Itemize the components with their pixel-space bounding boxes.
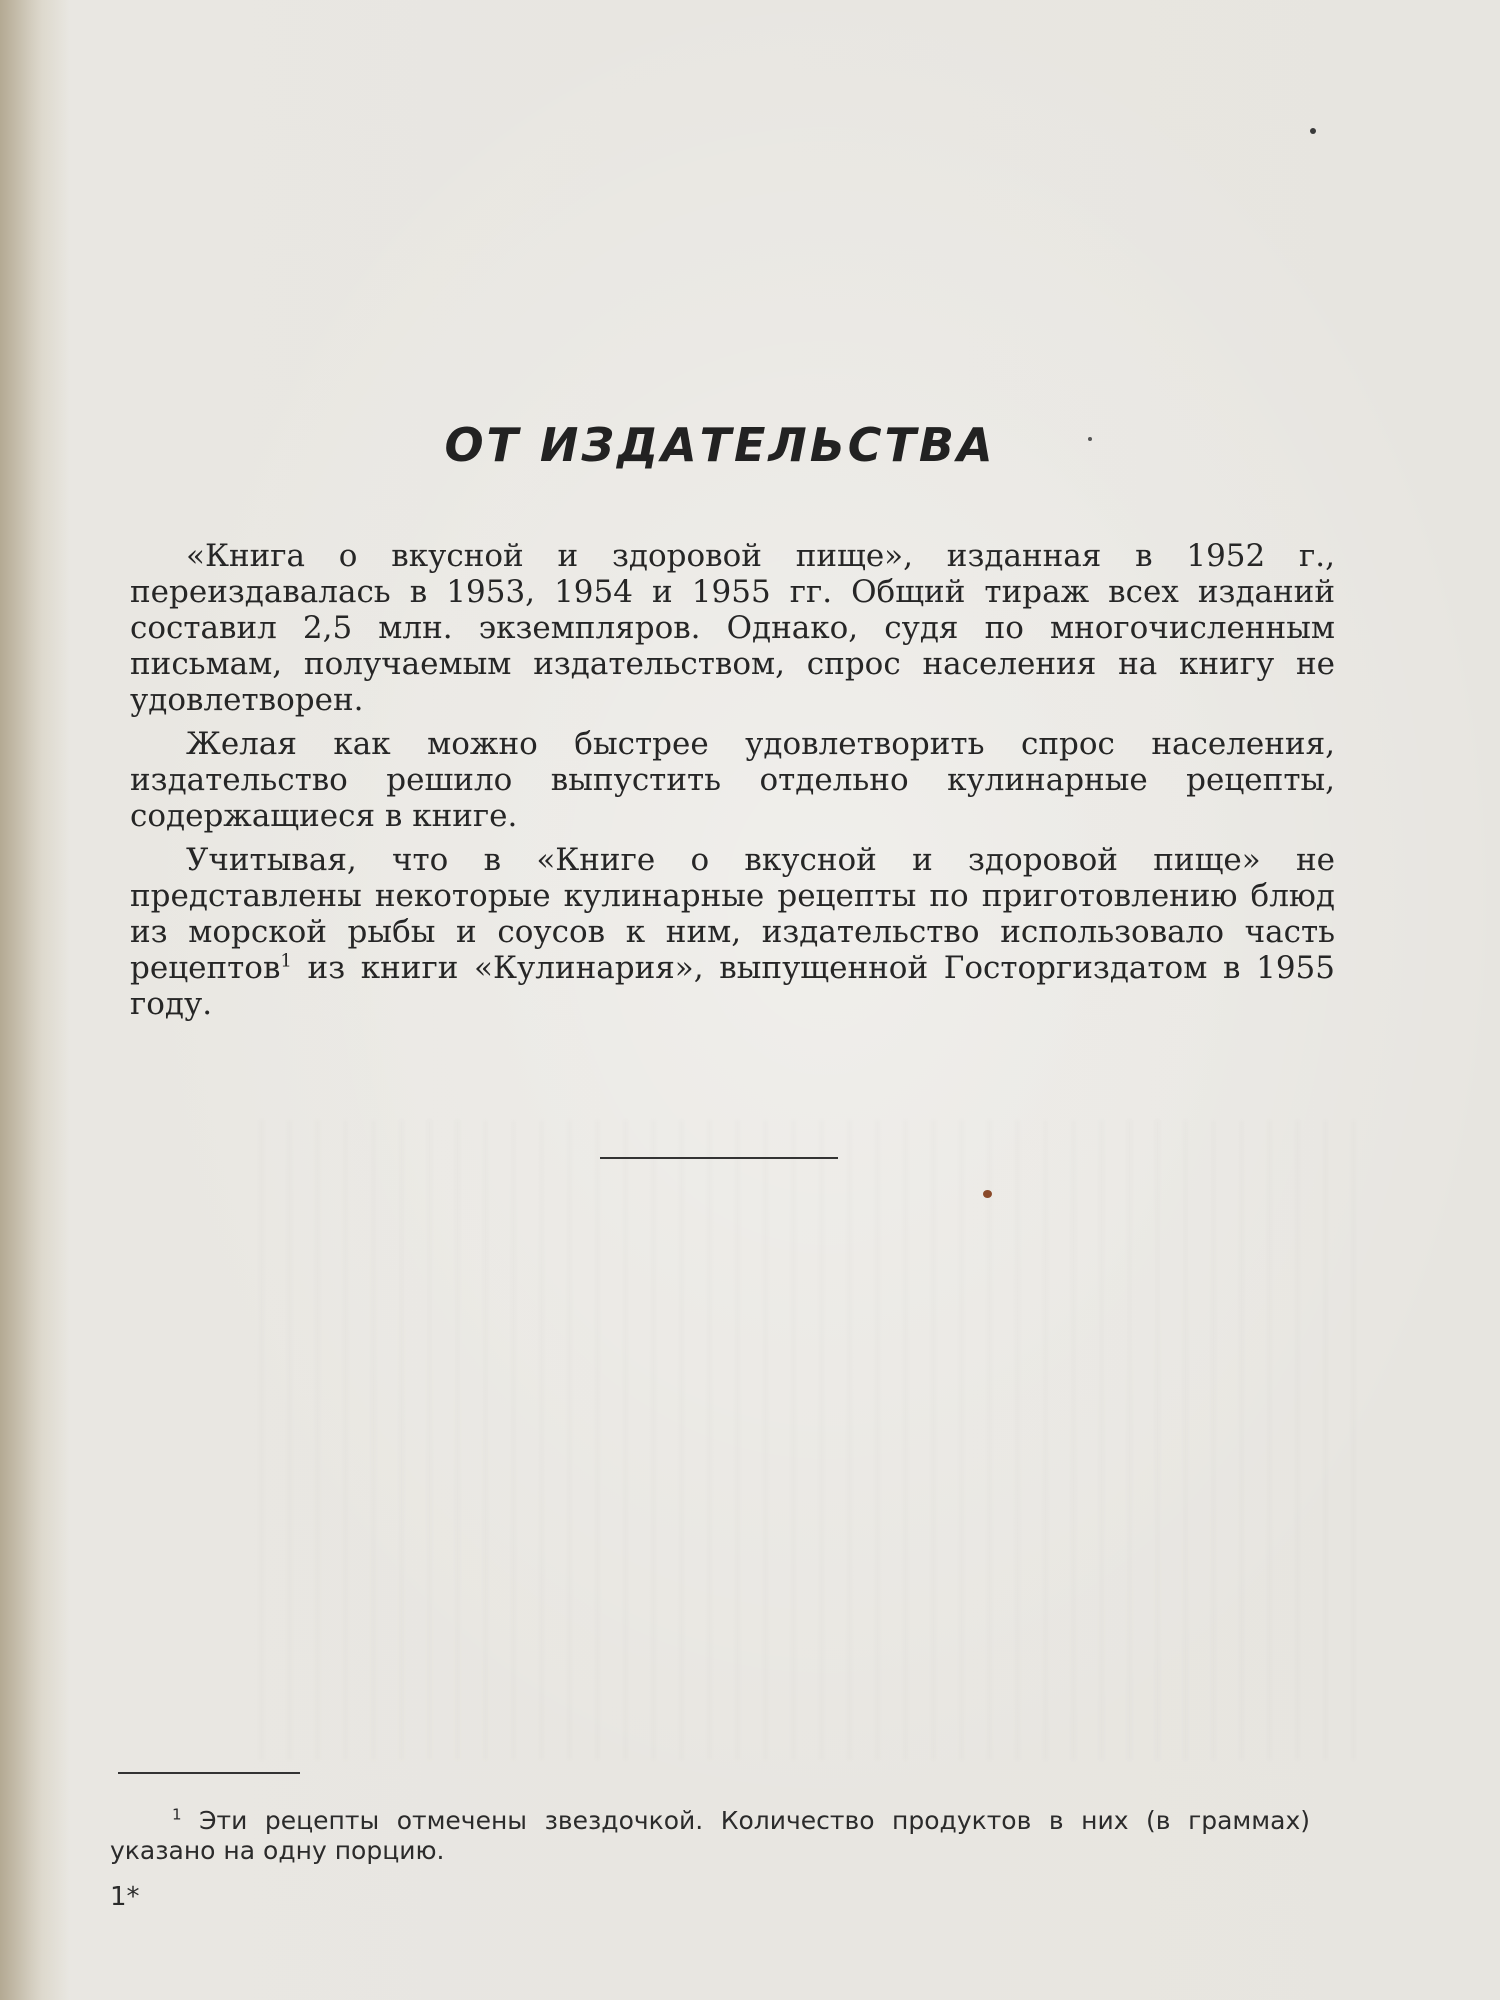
paragraph-3-text-before: Учитывая, что в «Книге о вкусной и здоровой пище» не представлены некоторые кулинарные рецепты по приготовлению блюд из морской рыбы и соусов к ним, издательство использовало часть рецептов bbox=[130, 842, 1335, 986]
footnote-reference: 1 bbox=[280, 950, 292, 972]
footnote-text: Эти рецепты отмечены звездочкой. Количество продуктов в них (в граммах) указано на одну порцию. bbox=[110, 1806, 1310, 1865]
footnote bbox=[110, 1806, 1310, 1866]
bleed-through-texture bbox=[260, 1120, 1360, 1760]
printer-signature: 1* bbox=[110, 1882, 140, 1912]
footnote-line bbox=[110, 1806, 1310, 1866]
paragraph-1: «Книга о вкусной и здоровой пище», изданная в 1952 г., переиздавалась в 1953, 1954 и 1955 гг. Общий тираж всех изданий составил 2,5 млн. экземпляров. Однако, судя по многочисленным письмам, получаемым издательством, спрос населения на книгу не удовлетворен. bbox=[130, 538, 1335, 718]
paragraph-3-text-after: из книги «Кулинария», выпущенной Госторгиздатом в 1955 году. bbox=[130, 950, 1335, 1022]
body-text bbox=[130, 538, 1335, 1022]
paragraph-2: Желая как можно быстрее удовлетворить спрос населения, издательство решило выпустить отдельно кулинарные рецепты, содержащиеся в книге. bbox=[130, 726, 1335, 834]
page-title: ОТ ИЗДАТЕЛЬСТВА bbox=[444, 418, 996, 472]
footnote-marker: 1 bbox=[172, 1805, 182, 1824]
paper-speck bbox=[1088, 437, 1092, 441]
spine-shadow bbox=[0, 0, 70, 2000]
paragraph-3 bbox=[130, 842, 1335, 1022]
section-divider bbox=[600, 1157, 838, 1159]
paper-speck bbox=[983, 1190, 992, 1198]
paper-speck bbox=[1310, 128, 1316, 134]
footnote-divider bbox=[118, 1772, 300, 1774]
